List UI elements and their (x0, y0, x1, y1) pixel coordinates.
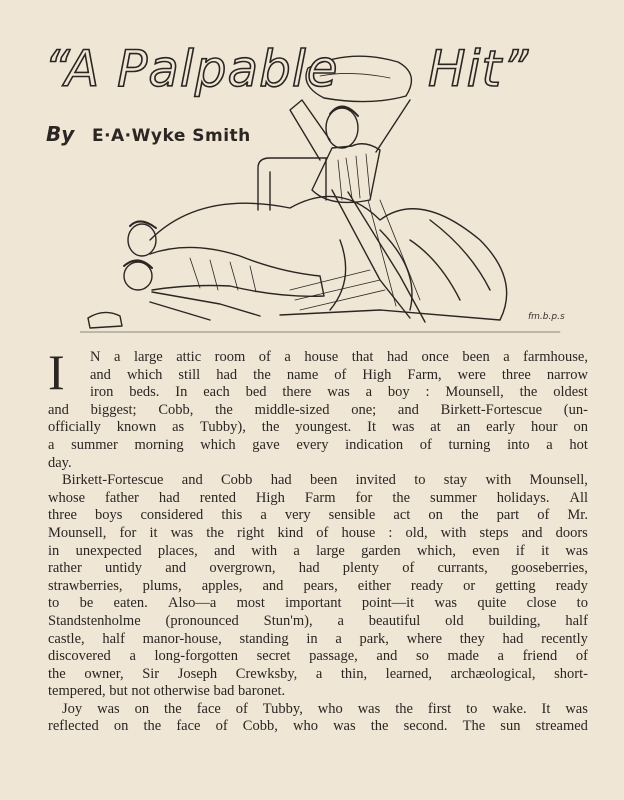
story-line: in unexpected places, and with a large garden which, even if it was (48, 542, 588, 559)
byline-by: By (46, 122, 75, 146)
story-line: castle, half manor-house, standing in a park, where they had recently (48, 630, 588, 647)
story-line: a summer morning which gave every indication of turning into a hot (48, 436, 588, 453)
story-line: rather untidy and overgrown, had plenty of currants, gooseberries, (48, 560, 588, 577)
story-line: iron beds. In each bed there was a boy : Mounsell, the oldest (90, 384, 588, 401)
story-line: Standstenholme (pronounced Stun'm), a beautiful old building, half (48, 612, 588, 629)
title-end: Hit (428, 40, 503, 98)
story-line: Joy was on the face of Tubby, who was the first to wake. It was (62, 700, 588, 717)
story-line: N a large attic room of a house that had once been a farmhouse, (90, 349, 588, 365)
drop-cap: I (48, 344, 65, 400)
article-title-end (428, 40, 529, 98)
story-line: officially known as Tubby), the youngest. It was at an early hour on (48, 419, 588, 436)
story-text (48, 344, 588, 736)
story-line: day. (48, 454, 72, 471)
story-line: and which still had the name of High Farm, were three narrow (90, 366, 588, 383)
story-line: Mounsell, for it was the right kind of house : old, with steps and doors (48, 524, 588, 541)
author-name: E·A·Wyke Smith (91, 126, 251, 146)
title-close-quote: ” (502, 40, 529, 98)
story-line: Birkett-Fortescue and Cobb had been invited to stay with Mounsell, (62, 472, 588, 489)
story-line: strawberries, plums, apples, and pears, either ready or getting ready (48, 577, 588, 594)
article-title (44, 40, 339, 98)
story-line: discovered a long-forgotten secret passage, and so made a friend of (48, 648, 588, 665)
story-line: tempered, but not otherwise bad baronet. (48, 683, 286, 700)
story-line: and biggest; Cobb, the middle-sized one; and Birkett-Fortescue (un- (48, 401, 588, 418)
story-line: whose father had rented High Farm for the summer holidays. All (48, 489, 588, 506)
title-open-quote: “ (44, 40, 65, 98)
story-line: three boys considered this a very sensible act on the part of Mr. (48, 507, 588, 524)
story-line: the owner, Sir Joseph Crewksby, a thin, learned, archæological, short- (48, 665, 588, 682)
title-main: A Palpable (64, 40, 339, 98)
story-line: to be eaten. Also—a most important point—it was quite close to (48, 595, 588, 612)
story-line: reflected on the face of Cobb, who was the second. The sun streamed (48, 718, 588, 735)
artist-signature: fm.b.p.s (528, 312, 565, 322)
byline (46, 122, 251, 147)
